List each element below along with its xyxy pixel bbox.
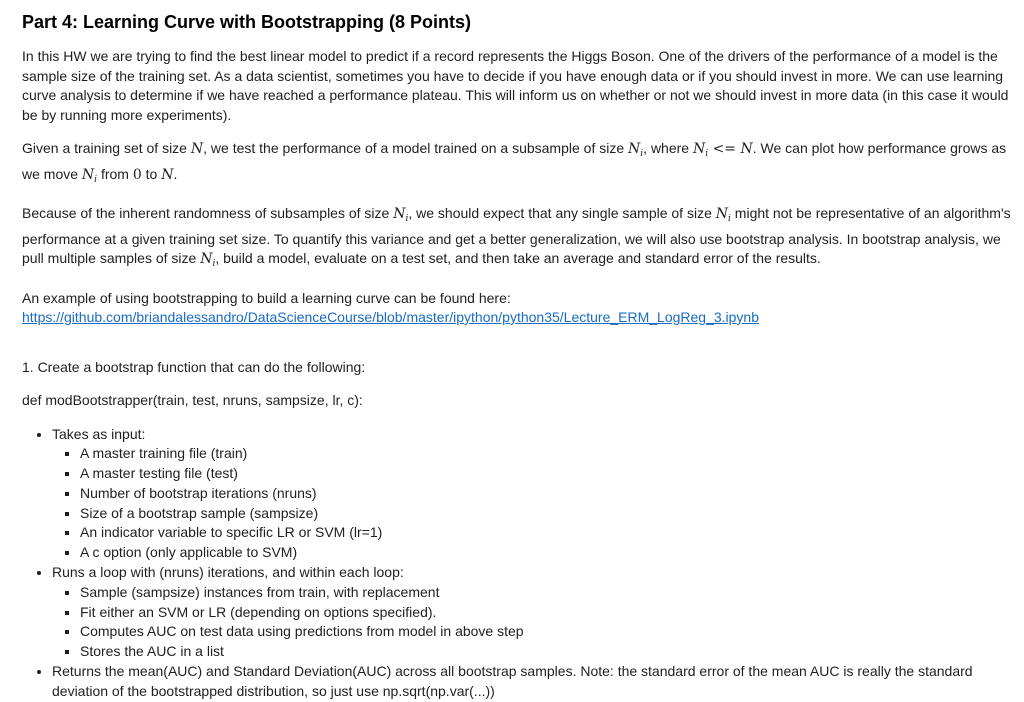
list-item: ▪ Fit either an SVM or LR (depending on options specified). (80, 603, 1014, 623)
intro-paragraph: In this HW we are trying to find the best linear model to predict if a record represents the Higgs Boson. One of the drivers of the performance of a model is the sample size of the training set. As a data scientist, sometimes you have to decide if you have enough data or if you should invest in more. We can use learning curve analysis to determine if we have reached a performance plateau. This will inform us on whether or not we should invest in more data (in this case it would be by running more experiments). (22, 48, 1009, 123)
list-item: ▪ An indicator variable to specific LR or SVM (lr=1) (80, 523, 1014, 543)
section-title: Part 4: Learning Curve with Bootstrapping (8 Points) (22, 12, 472, 32)
step-1-heading: 1. Create a bootstrap function that can do the following: (22, 358, 366, 375)
list-item: ▪ Number of bootstrap iterations (nruns) (80, 484, 1014, 504)
bootstrap-paragraph: Because of the inherent randomness of subsamples of size $N_i$, we should expect that any single sample of size $N_i$ might not be representative of an algorithm's performance at a given training set size. To quantify this variance and get a better generalization, we will also use bootstrap analysis. In bootstrap analysis, we pull multiple samples of size $N_i$, build a model, evaluate on a test set, and then take an average and standard error of the results. (22, 205, 1011, 269)
list-item: ▪ Stores the AUC in a list (80, 642, 1014, 662)
example-notebook-link[interactable]: https://github.com/briandalessandro/DataScienceCourse/blob/master/ipython/python35/Lecture_ERM_LogReg_3.ipynb (22, 309, 760, 325)
list-item: • Runs a loop with (nruns) iterations, and within each loop: ▪ Sample (sampsize) instances from train, with replacement ▪ Fit either an SVM or LR (depending on options specified). ▪ Computes AUC on test data using predictions from model in above step ▪ Stores the AUC in a list (52, 563, 1014, 662)
list-item: ▪ A master training file (train) (80, 444, 1014, 464)
requirements-list (22, 425, 1014, 702)
training-size-paragraph: Given a training set of size N, we test the performance of a model trained on a subsample of size $N_i$, where $N_i <= N$. We can plot how performance grows as we move $N_i$ from 0 to N. (22, 140, 1007, 185)
example-paragraph: An example of using bootstrapping to build a learning curve can be found here: https://github.com/briandalessandro/DataScienceCourse/blob/master/ipython/python35/Lecture_ERM_LogReg_3.ipynb (22, 289, 760, 325)
list-item: ▪ Size of a bootstrap sample (sampsize) (80, 504, 1014, 524)
function-signature: def modBootstrapper(train, test, nruns, sampsize, lr, c): (22, 392, 363, 408)
list-item: • Returns the mean(AUC) and Standard Deviation(AUC) across all bootstrap samples. Note: the standard error of the mean AUC is really the standard deviation of the bootstrapped distribution, so just use np.sqrt(np.var(...)) (52, 662, 1014, 702)
list-item: ▪ Sample (sampsize) instances from train, with replacement (80, 583, 1014, 603)
list-item: ▪ Computes AUC on test data using predictions from model in above step (80, 622, 1014, 642)
list-item: ▪ A master testing file (test) (80, 464, 1014, 484)
list-item: ▪ A c option (only applicable to SVM) (80, 543, 1014, 563)
list-item: • Takes as input: ▪ A master training file (train) ▪ A master testing file (test) ▪ Number of bootstrap iterations (nruns) ▪ Size of a bootstrap sample (sampsize) ▪ An indicator variable to specific LR or SVM (lr=1) ▪ A c option (only applicable to SVM) (52, 425, 1014, 564)
